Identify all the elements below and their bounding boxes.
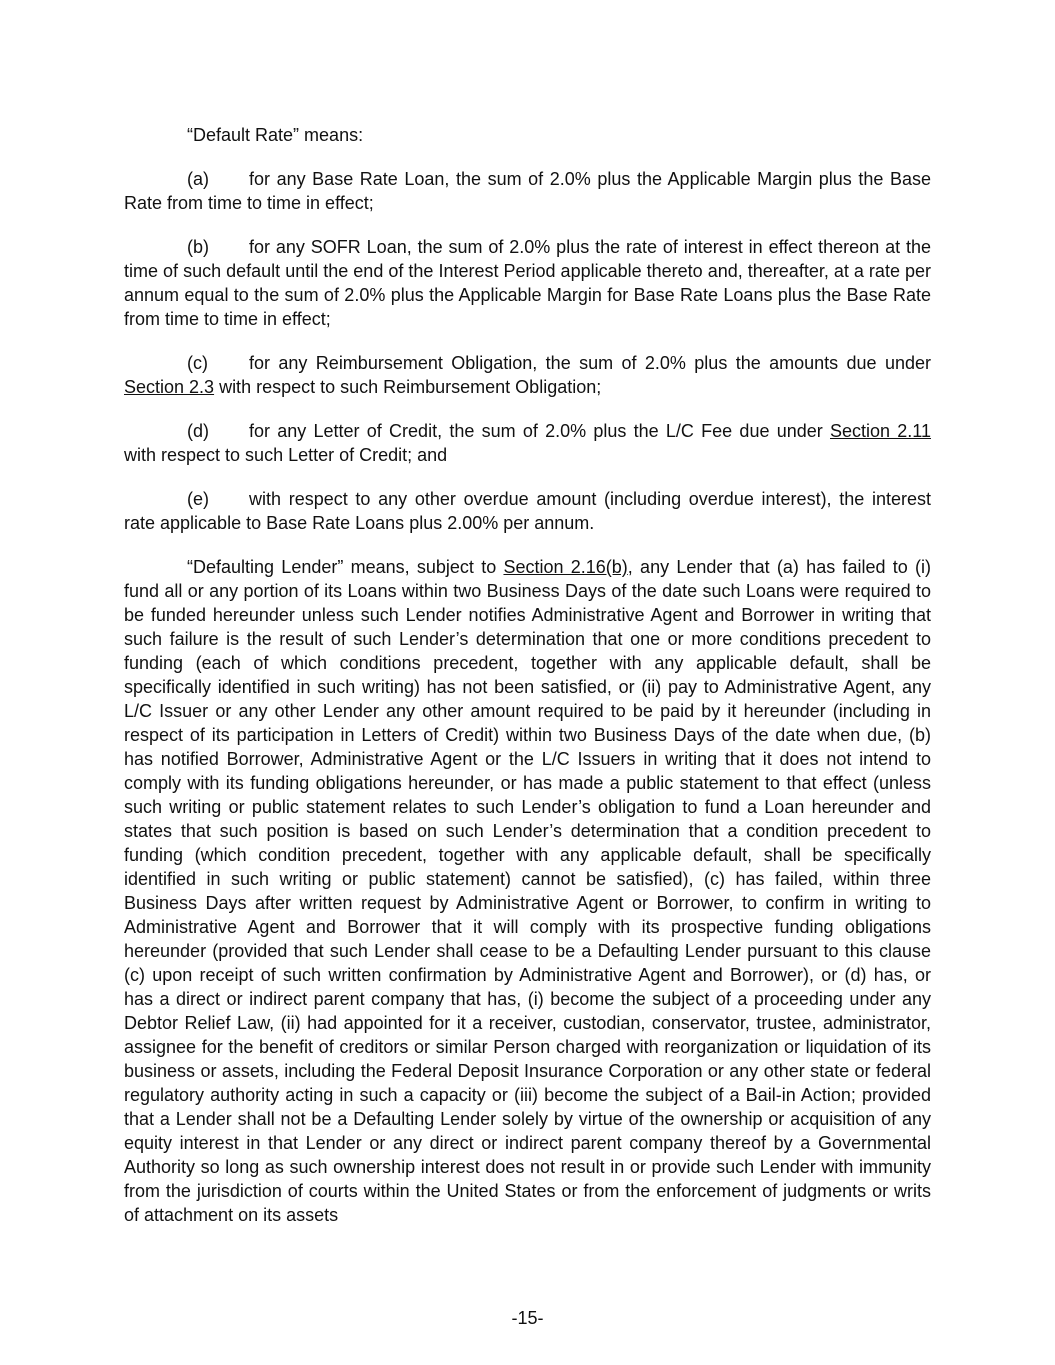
clause-a: (a) for any Base Rate Loan, the sum of 2.0% plus the Applicable Margin plus the Base Rate from time to time in effect; <box>124 169 931 213</box>
clause-label: (c) <box>187 353 208 373</box>
clause-label: (e) <box>187 489 209 509</box>
clause-label: (a) <box>187 169 209 189</box>
page-body <box>124 123 931 1227</box>
page-number: -15- <box>511 1308 544 1328</box>
default-rate-heading: “Default Rate” means: <box>187 125 364 145</box>
defaulting-lender-definition: “Defaulting Lender” means, subject to Section 2.16(b), any Lender that (a) has failed to (i) fund all or any portion of its Loans within two Business Days of the date such Loans were required to be funded hereunder unless such Lender notifies Administrative Agent and Borrower in writing that such failure is the result of such Lender’s determination that one or more conditions precedent to funding (each of which conditions precedent, together with any applicable default, shall be specifically identified in such writing) has not been satisfied, or (ii) pay to Administrative Agent, any L/C Issuer or any other Lender any other amount required to be paid by it hereunder (including in respect of its participation in Letters of Credit) within two Business Days of the date when due, (b) has notified Borrower, Administrative Agent or the L/C Issuers in writing that it does not intend to comply with its funding obligations hereunder, or has made a public statement to that effect (unless such writing or public statement relates to such Lender’s obligation to fund a Loan hereunder and states that such position is based on such Lender’s determination that a condition precedent to funding (which condition precedent, together with any applicable default, shall be specifically identified in such writing or public statement) cannot be satisfied), (c) has failed, within three Business Days after written request by Administrative Agent or Borrower, to confirm in writing to Administrative Agent and Borrower that it will comply with its prospective funding obligations hereunder (provided that such Lender shall cease to be a Defaulting Lender pursuant to this clause (c) upon receipt of such written confirmation by Administrative Agent and Borrower), or (d) has, or has a direct or indirect parent company that has, (i) become the subject of a proceeding under any Debtor Relief Law, (ii) had appointed for it a receiver, custodian, conservator, trustee, administrator, assignee for the benefit of creditors or similar Person charged with reorganization or liquidation of its business or assets, including the Federal Deposit Insurance Corporation or any other state or federal regulatory authority acting in such a capacity or (iii) become the subject of a Bail-in Action; provided that a Lender shall not be a Defaulting Lender solely by virtue of the ownership or acquisition of any equity interest in that Lender or any direct or indirect parent company thereof by a Governmental Authority so long as such ownership interest does not result in or provide such Lender with immunity from the jurisdiction of courts within the United States or from the enforcement of judgments or writs of attachment on its assets <box>124 557 932 1225</box>
defined-term: “Default Rate” <box>187 125 300 145</box>
clause-b: (b) for any SOFR Loan, the sum of 2.0% plus the rate of interest in effect thereon at the time of such default until the end of the Interest Period applicable thereto and, thereafter, at a rate per annum equal to the sum of 2.0% plus the Applicable Margin for Base Rate Loans plus the Base Rate from time to time in effect; <box>124 237 931 329</box>
clause-d: (d) for any Letter of Credit, the sum of 2.0% plus the L/C Fee due under Section 2.11 with respect to such Letter of Credit; and <box>124 421 931 465</box>
section-reference: Section 2.3 <box>124 377 215 397</box>
section-reference: Section 2.16(b) <box>503 557 628 577</box>
clause-label: (b) <box>187 237 209 257</box>
clause-e: (e) with respect to any other overdue amount (including overdue interest), the interest rate applicable to Base Rate Loans plus 2.00% per annum. <box>124 489 931 533</box>
section-reference: Section 2.11 <box>830 421 931 441</box>
clause-label: (d) <box>187 421 209 441</box>
clause-c: (c) for any Reimbursement Obligation, the sum of 2.0% plus the amounts due under Section 2.3 with respect to such Reimbursement Obligation; <box>124 353 931 397</box>
defined-term: “Defaulting Lender” <box>187 557 344 577</box>
